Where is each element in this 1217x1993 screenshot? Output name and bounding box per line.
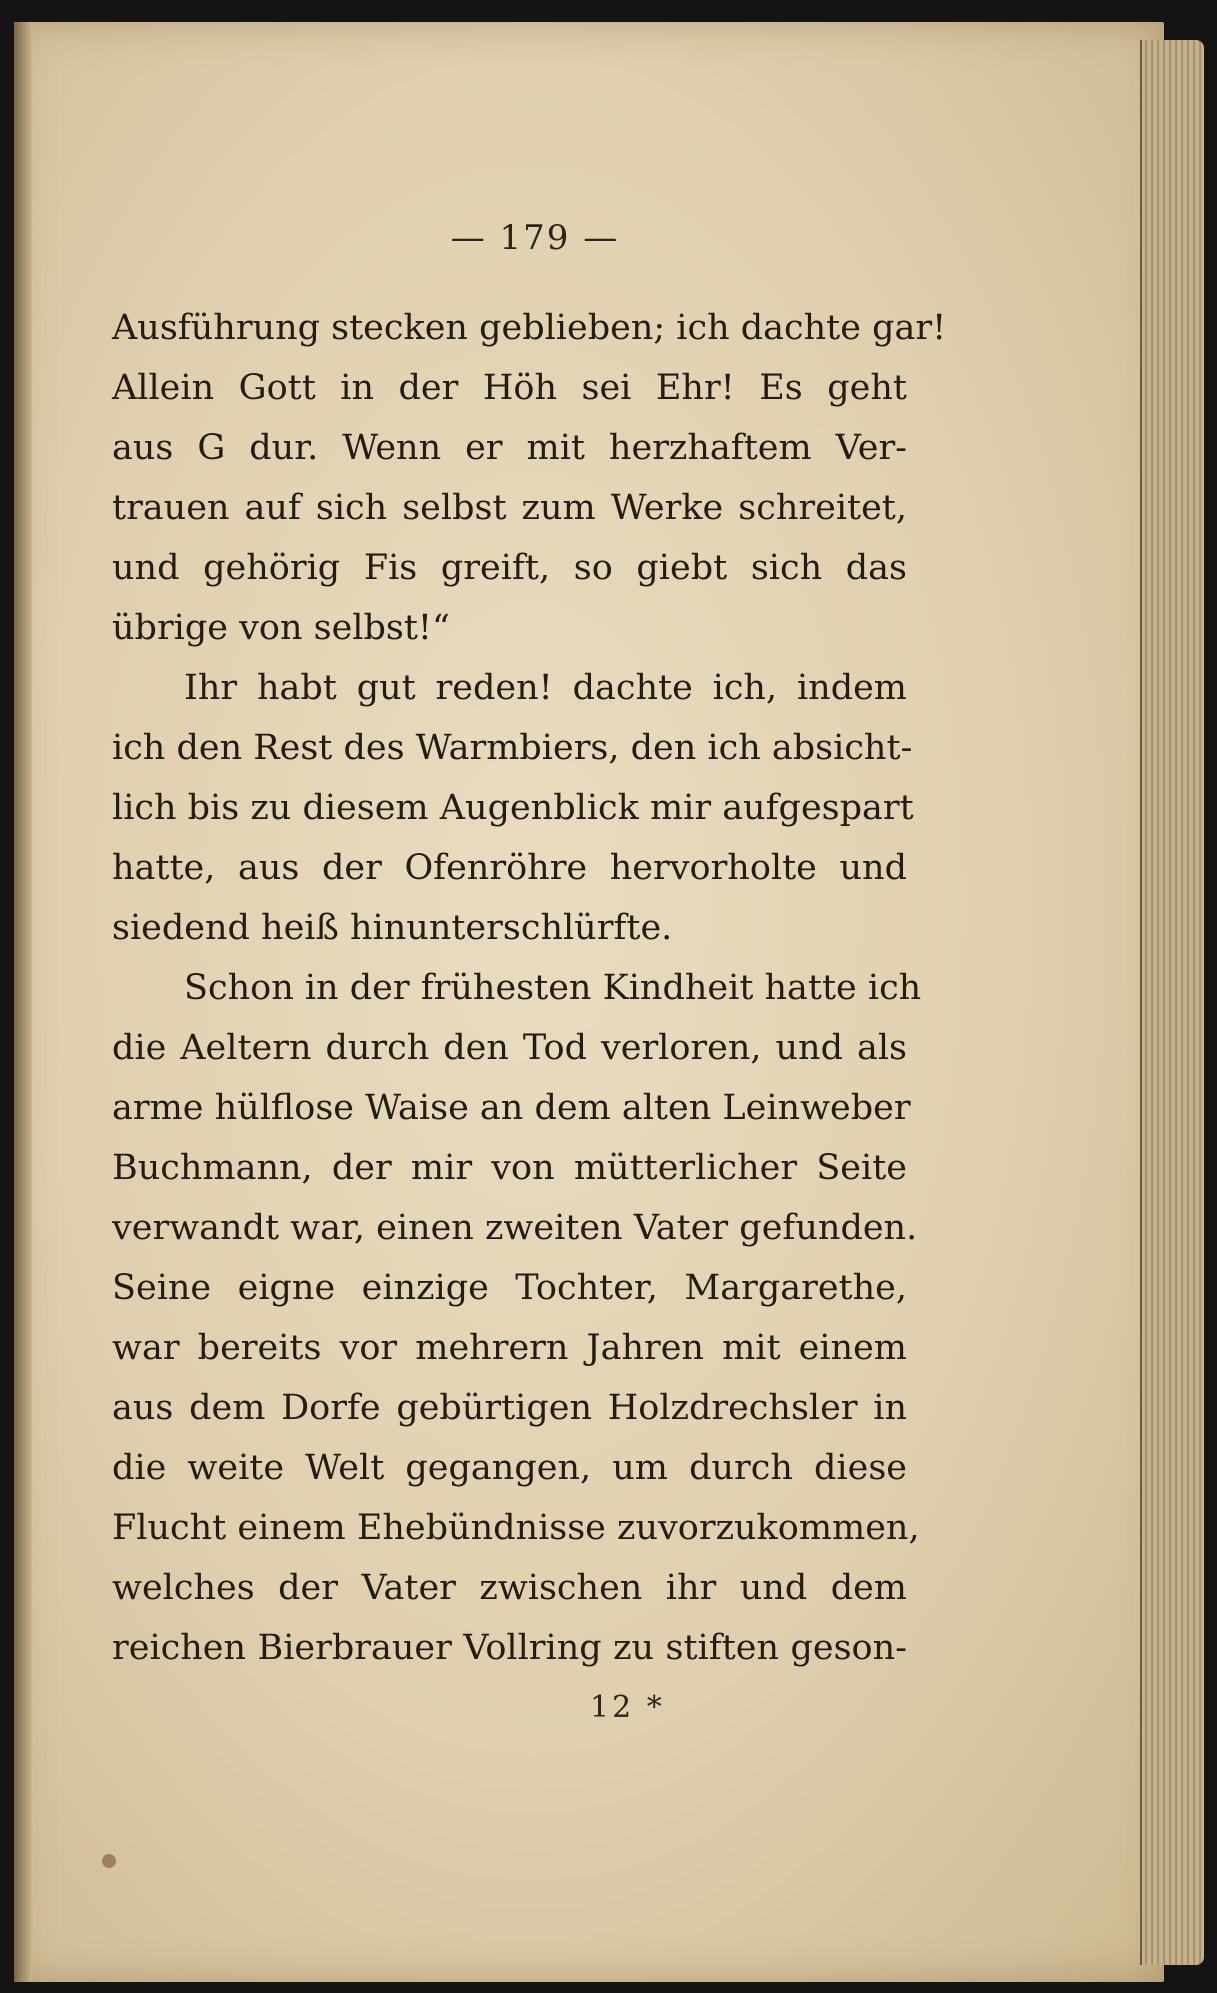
text-line: aus G dur. Wenn er mit herzhaftem Ver- (112, 428, 907, 468)
text-line: hatte, aus der Ofenröhre hervorholte und (112, 848, 907, 888)
text-line: welches der Vater zwischen ihr und dem (112, 1568, 907, 1608)
text-line: arme hülflose Waise an dem alten Leinweber (112, 1088, 911, 1128)
printer-signature-mark: 12 * (590, 1690, 665, 1725)
text-line: lich bis zu diesem Augenblick mir aufgespart (112, 788, 914, 828)
text-line: siedend heiß hinunterschlürfte. (112, 908, 673, 948)
text-line: reichen Bierbrauer Vollring zu stiften geson- (112, 1628, 907, 1668)
page-number-header: — 179 — (450, 218, 620, 258)
text-line: die weite Welt gegangen, um durch diese (112, 1448, 907, 1488)
text-line: Allein Gott in der Höh sei Ehr! Es geht (112, 368, 907, 408)
text-line: übrige von selbst!“ (112, 608, 450, 648)
text-line: Ausführung stecken geblieben; ich dachte gar! (112, 308, 947, 348)
text-line: war bereits vor mehrern Jahren mit einem (112, 1328, 907, 1368)
paragraph-start-line: Ihr habt gut reden! dachte ich, indem (184, 668, 907, 708)
text-line: aus dem Dorfe gebürtigen Holzdrechsler in (112, 1388, 907, 1428)
text-line: verwandt war, einen zweiten Vater gefunden. (112, 1208, 918, 1248)
text-line: und gehörig Fis greift, so giebt sich das (112, 548, 907, 588)
text-line: trauen auf sich selbst zum Werke schreitet, (112, 488, 907, 528)
text-line: Flucht einem Ehebündnisse zuvorzukommen, (112, 1508, 920, 1548)
text-line: Seine eigne einzige Tochter, Margarethe, (112, 1268, 907, 1308)
text-line: Buchmann, der mir von mütterlicher Seite (112, 1148, 907, 1188)
paragraph-start-line: Schon in der frühesten Kindheit hatte ich (184, 968, 922, 1008)
text-line: ich den Rest des Warmbiers, den ich absicht- (112, 728, 913, 768)
text-line: die Aeltern durch den Tod verloren, und als (112, 1028, 907, 1068)
